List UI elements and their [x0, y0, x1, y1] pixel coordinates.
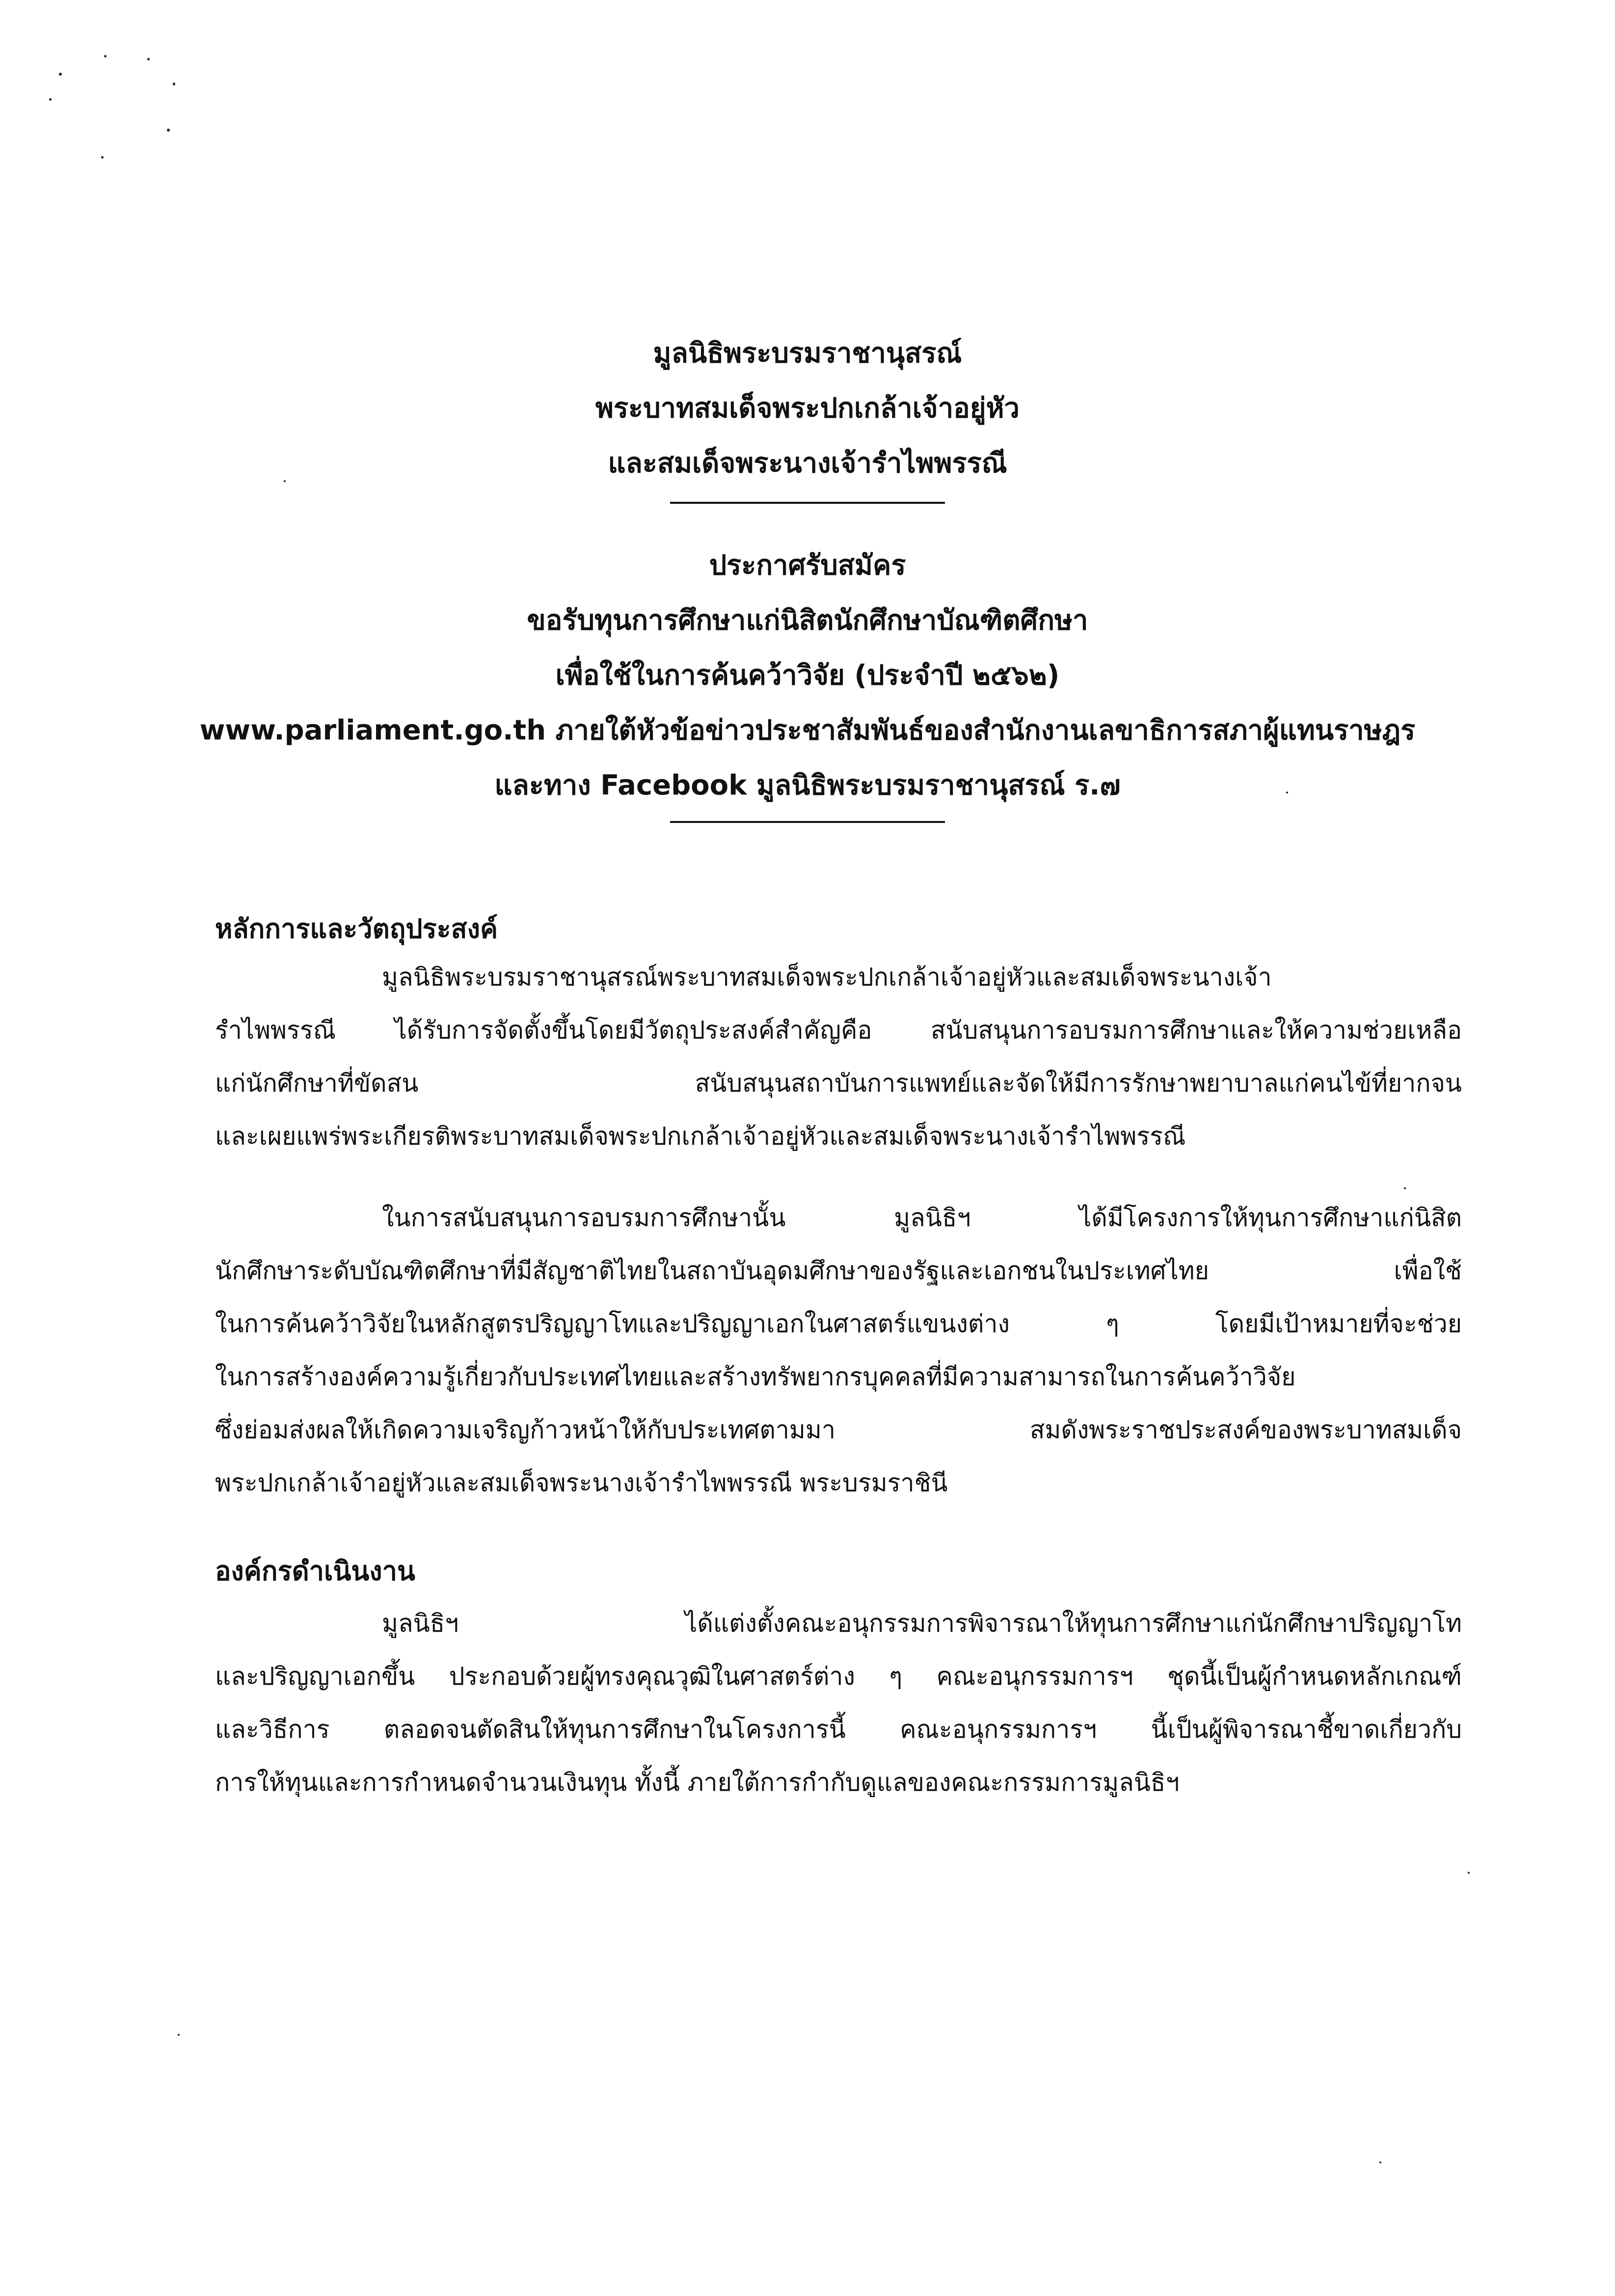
- paragraph-line: และปริญญาเอกขึ้น ประกอบด้วยผู้ทรงคุณวุฒิในศาสตร์ต่าง ๆ คณะอนุกรรมการฯ ชุดนี้เป็นผู้กำหนดหลักเกณฑ์: [215, 1662, 1462, 1691]
- paragraph-line: มูลนิธิพระบรมราชานุสรณ์พระบาทสมเด็จพระปกเกล้าเจ้าอยู่หัวและสมเด็จพระนางเจ้า: [382, 963, 1272, 991]
- scan-speck: [1404, 1187, 1406, 1189]
- foundation-title-line: พระบาทสมเด็จพระปกเกล้าเจ้าอยู่หัว: [595, 392, 1020, 424]
- announcement-line: ประกาศรับสมัคร: [709, 549, 906, 581]
- announcement-line: เพื่อใช้ในการค้นคว้าวิจัย (ประจำปี ๒๕๖๒): [555, 659, 1060, 691]
- paragraph-principles-2: [215, 1191, 1462, 1509]
- paragraph-line: ในการค้นคว้าวิจัยในหลักสูตรปริญญาโทและปริญญาเอกในศาสตร์แขนงต่าง ๆ โดยมีเป้าหมายที่จะช่วย: [215, 1310, 1462, 1338]
- paragraph-line: แก่นักศึกษาที่ขัดสน สนับสนุนสถาบันการแพทย์และจัดให้มีการรักษาพยาบาลแก่คนไข้ที่ยากจน: [215, 1069, 1462, 1097]
- paragraph-line: มูลนิธิฯ ได้แต่งตั้งคณะอนุกรรมการพิจารณาให้ทุนการศึกษาแก่นักศึกษาปริญญาโท: [382, 1609, 1462, 1638]
- paragraph-line: การให้ทุนและการกำหนดจำนวนเงินทุน ทั้งนี้ ภายใต้การกำกับดูแลของคณะกรรมการมูลนิธิฯ: [215, 1768, 1180, 1797]
- paragraph-line: นักศึกษาระดับบัณฑิตศึกษาที่มีสัญชาติไทยในสถาบันอุดมศึกษาของรัฐและเอกชนในประเทศไทย เพื่อใช้: [215, 1257, 1462, 1285]
- scan-speck: [101, 156, 104, 159]
- paragraph-line: ในการสร้างองค์ความรู้เกี่ยวกับประเทศไทยและสร้างทรัพยากรบุคคลที่มีความสามารถในการค้นคว้าวิจัย: [215, 1363, 1296, 1391]
- announcement-line: และทาง Facebook มูลนิธิพระบรมราชานุสรณ์ ร.๗: [494, 769, 1121, 801]
- scan-speck: [167, 129, 170, 132]
- foundation-title-line: และสมเด็จพระนางเจ้ารำไพพรรณี: [608, 447, 1007, 479]
- paragraph-line: และวิธีการ ตลอดจนตัดสินให้ทุนการศึกษาในโครงการนี้ คณะอนุกรรมการฯ นี้เป็นผู้พิจารณาชี้ขาดเกี่ยวกับ: [215, 1715, 1462, 1744]
- foundation-title-line: มูลนิธิพระบรมราชานุสรณ์: [653, 337, 962, 369]
- paragraph-line: ในการสนับสนุนการอบรมการศึกษานั้น มูลนิธิฯ ได้มีโครงการให้ทุนการศึกษาแก่นิสิต: [382, 1203, 1462, 1232]
- title-divider: [0, 502, 1615, 504]
- announcement-title: [0, 538, 1615, 813]
- scan-speck: [59, 73, 62, 76]
- announcement-line: ขอรับทุนการศึกษาแก่นิสิตนักศึกษาบัณฑิตศึกษา: [527, 604, 1088, 636]
- paragraph-line: และเผยแพร่พระเกียรติพระบาทสมเด็จพระปกเกล้าเจ้าอยู่หัวและสมเด็จพระนางเจ้ารำไพพรรณี: [215, 1122, 1186, 1150]
- scan-speck: [1379, 2161, 1381, 2163]
- scan-speck: [49, 98, 52, 101]
- scan-speck: [173, 82, 175, 85]
- paragraph-organization-1: [215, 1597, 1462, 1809]
- paragraph-line: รำไพพรรณี ได้รับการจัดตั้งขึ้นโดยมีวัตถุประสงค์สำคัญคือ สนับสนุนการอบรมการศึกษาและให้ความช่วยเหลือ: [215, 1016, 1462, 1044]
- announcement-line: www.parliament.go.th ภายใต้หัวข้อข่าวประชาสัมพันธ์ของสำนักงานเลขาธิการสภาผู้แทนราษฎร: [199, 714, 1416, 746]
- foundation-title: [0, 326, 1615, 491]
- section-heading-organization: องค์กรดำเนินงาน: [215, 1556, 415, 1586]
- paragraph-principles-1: [215, 951, 1462, 1163]
- section-heading-principles: หลักการและวัตถุประสงค์: [215, 913, 498, 944]
- paragraph-line: พระปกเกล้าเจ้าอยู่หัวและสมเด็จพระนางเจ้ารำไพพรรณี พระบรมราชินี: [215, 1469, 948, 1497]
- scan-speck: [104, 55, 107, 57]
- paragraph-line: ซึ่งย่อมส่งผลให้เกิดความเจริญก้าวหน้าให้กับประเทศตามมา สมดังพระราชประสงค์ของพระบาทสมเด็จ: [215, 1416, 1462, 1444]
- scan-speck: [147, 58, 150, 60]
- scan-speck: [178, 2034, 180, 2036]
- announcement-divider: [0, 821, 1615, 823]
- scan-speck: [1468, 1872, 1470, 1874]
